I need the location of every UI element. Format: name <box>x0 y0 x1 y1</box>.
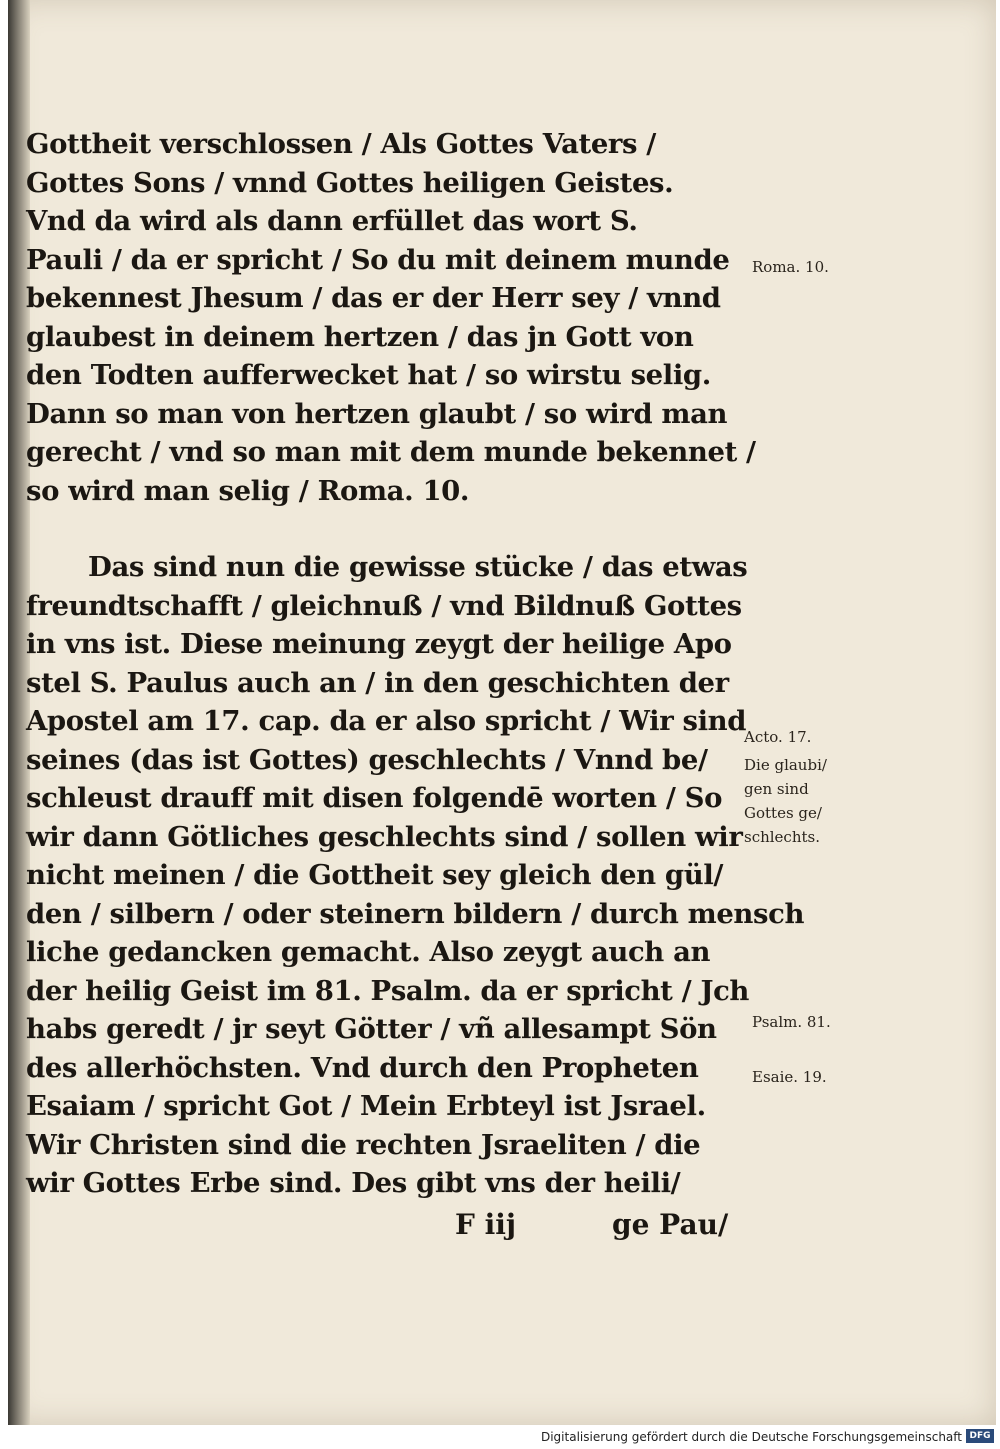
margin-note-schlechts: schlechts. <box>744 828 820 846</box>
text-line: habs geredt / jr seyt Götter / vñ allesampt Sön <box>26 1013 717 1045</box>
text-line: so wird man selig / Roma. 10. <box>26 474 470 507</box>
text-line: Pauli / da er spricht / So du mit deinem munde <box>26 243 730 276</box>
text-line: Apostel am 17. cap. da er also spricht / Wir sind <box>26 705 747 737</box>
text-line: Das sind nun die gewisse stücke / das etwas <box>88 551 748 583</box>
text-line: den / silbern / oder steinern bildern / durch mensch <box>26 897 805 930</box>
text-line: Gottheit verschlossen / Als Gottes Vaters / <box>26 128 656 160</box>
text-line: glaubest in deinem hertzen / das jn Gott von <box>26 320 694 353</box>
text-line: bekennest Jhesum / das er der Herr sey / vnnd <box>26 282 721 314</box>
margin-note-roma: Roma. 10. <box>752 258 829 276</box>
text-line: Esaiam / spricht Got / Mein Erbteyl ist Jsrael. <box>26 1090 706 1122</box>
text-line: schleust drauff mit disen folgendē worten / So <box>26 782 723 814</box>
catchword: ge Pau/ <box>612 1208 729 1241</box>
margin-note-gen-sind: gen sind <box>744 780 809 798</box>
margin-note-die-glaubi: Die glaubi/ <box>744 756 827 774</box>
text-line: freundtschafft / gleichnuß / vnd Bildnuß Gottes <box>26 589 742 622</box>
footer-credit: Digitalisierung gefördert durch die Deutsche Forschungsgemeinschaft <box>540 1430 962 1444</box>
signature-mark: F iij <box>455 1208 517 1241</box>
text-line: stel S. Paulus auch an / in den geschichten der <box>26 666 729 699</box>
text-line: gerecht / vnd so man mit dem munde bekennet / <box>26 436 756 468</box>
text-line: wir Gottes Erbe sind. Des gibt vns der heili/ <box>26 1167 681 1199</box>
text-line: Vnd da wird als dann erfüllet das wort S. <box>26 205 638 237</box>
dfg-logo: DFG <box>966 1429 994 1443</box>
text-line: des allerhöchsten. Vnd durch den Propheten <box>26 1051 699 1084</box>
margin-note-gottes-ge: Gottes ge/ <box>744 804 822 822</box>
text-line: der heilig Geist im 81. Psalm. da er spricht / Jch <box>26 974 750 1007</box>
text-line: nicht meinen / die Gottheit sey gleich den gül/ <box>26 859 724 891</box>
text-line: den Todten aufferwecket hat / so wirstu selig. <box>26 359 711 391</box>
text-line: wir dann Götliches geschlechts sind / sollen wir <box>26 820 743 853</box>
text-line: in vns ist. Diese meinung zeygt der heilige Apo <box>26 628 732 660</box>
margin-note-psalm: Psalm. 81. <box>752 1013 831 1031</box>
text-line: seines (das ist Gottes) geschlechts / Vnnd be/ <box>26 743 708 776</box>
text-line: Dann so man von hertzen glaubt / so wird man <box>26 397 728 430</box>
text-line: Gottes Sons / vnnd Gottes heiligen Geistes. <box>26 166 674 199</box>
text-line: liche gedancken gemacht. Also zeygt auch an <box>26 936 711 968</box>
paragraph-gap <box>26 510 746 548</box>
margin-note-esaie: Esaie. 19. <box>752 1068 827 1086</box>
margin-note-acto: Acto. 17. <box>744 728 812 746</box>
text-line: Wir Christen sind die rechten Jsraeliten / die <box>26 1128 701 1161</box>
